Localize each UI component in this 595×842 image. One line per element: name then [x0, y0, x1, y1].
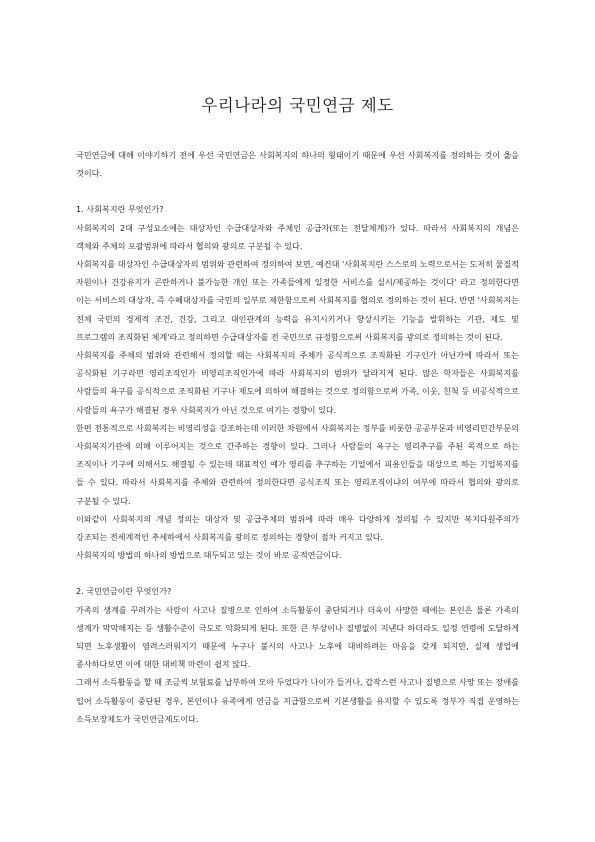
section1-paragraph: 사회복지를 대상자인 수급대상자의 범위와 관련하여 정의하여 보면, 예컨대 '사회복지란 스스로의 노력으로서는 도저히 물질적 자원이나 건강유지가 곤란하거나 불가능한 개인 또는 가족들에게 일정한 서비스를 실시/제공하는 것이다' 라고 정의한다면 이는 서비스의 대상자, 즉 수혜대상자를 국민의 일부로 제한함으로써 사회복지를 협의로 정의하는 것이 된다. 반면 '사회복지는 전체 국민의 경제적 조건, 건강, 그리고 대인관계의 능력을 유지시키거나 향상시키는 기능을 발휘하는 기관, 제도 및 프로그램의 조직화된 체계'라고 정의하면 수급대상자를 전 국민으로 규정함으로써 사회복지를 광의로 정의하는 것이 된다.	[76, 259, 519, 342]
spacer	[76, 564, 519, 582]
section1-paragraph: 이와같이 사회복지의 개념 정의는 대상자 및 공급주체의 범위에 따라 매우 다양하게 정의될 수 있지만 복지다원주의가 강조되는 전세계적인 추세하에서 사회복지를 광의로 정의하는 경향이 점차 커지고 있다.	[76, 513, 519, 543]
document-title: 우리나라의 국민연금 제도	[201, 96, 394, 115]
section1-paragraph: 사회복지의 2대 구성요소에는 대상자인 수급대상자와 주체인 공급자(또는 전달체계)가 있다. 따라서 사회복지의 개념은 객체와 주체의 포괄범위에 따라서 협의와 광의로 구분될 수 있다.	[76, 222, 519, 251]
spacer	[76, 182, 519, 200]
section2-heading: 2. 국민연금이란 무엇인가?	[76, 586, 172, 597]
section1-paragraph: 사회복지를 주체의 범위와 관련해서 정의할 때는 사회복지의 주체가 공식적으로 조직화된 기구인가 아닌가에 따라서 또는 공식화된 기구라면 영리조직인가 비영리조직인가에 따라 사회복지의 범위가 달라지게 된다. 많은 학자들은 사회복지를 사람들의 욕구를 공식적으로 조직화된 기구나 제도에 의하여 해결하는 것으로 정의함으로써 가족, 이웃, 친척 등 비공식적으로 사람들의 욕구가 해결된 경우 사회복지가 아닌 것으로 여기는 경향이 있다.	[76, 350, 519, 415]
intro-paragraph: 국민연금에 대해 이야기하기 전에 우선 국민연금은 사회복지의 하나의 형태이기 때문에 우선 사회복지를 정의하는 것이 옳을 것이다.	[76, 150, 519, 179]
section2-paragraph: 가족의 생계를 꾸려가는 사람이 사고나 질병으로 인하여 소득활동이 중단되거나 더욱이 사망한 때에는 본인은 물론 가족의 생계가 막막해지는 등 생활수준이 극도로 악화되게 된다. 또한 큰 부상이나 질병없이 지낸다 하더라도 일정 연령에 도달하게 되면 노후생활이 염려스러워지기 때문에 누구나 불시의 사고나 노후에 대비하려는 마음을 갖게 되지만, 실제 생업에 종사하다보면 이에 대한 대비책 마련이 쉽지 않다.	[76, 604, 519, 670]
section2-paragraph: 그래서 소득활동을 할 때 조금씩 보험료를 납부하여 모아 두었다가 나이가 들거나, 갑작스런 사고나 질병으로 사망 또는 장애를 입어 소득활동이 중단된 경우, 본인이나 유족에게 연금을 지급함으로써 기본생활을 유지할 수 있도록 정부가 직접 운영하는 소득보장제도가 국민연금제도이다.	[76, 677, 519, 724]
section1-paragraph: 사회복지의 방법의 하나의 방법으로 대두되고 있는 것이 바로 공적연금이다.	[76, 550, 342, 561]
section1-paragraph: 한편 전통적으로 사회복지는 비영리성을 강조하는데 이러한 차원에서 사회복지는 정부를 비롯한 공공부문과 비영리민간부문의 사회복지기관에 의해 이루어지는 것으로 간주하는 경향이 있다. 그러나 사람들의 욕구는 영리추구를 주된 목적으로 하는 조직이나 기구에 의해서도 해결될 수 있는데 대표적인 예가 영리를 추구하는 기업에서 피용인들을 대상으로 하는 기업복지를 들 수 있다. 따라서 사회복지를 주체와 관련하여 정의한다면 공식조직 또는 영리조직이냐의 여부에 따라서 협의와 광의로 구분될 수 있다.	[76, 422, 519, 506]
section1-heading: 1. 사회복지란 무엇인가?	[76, 204, 164, 215]
